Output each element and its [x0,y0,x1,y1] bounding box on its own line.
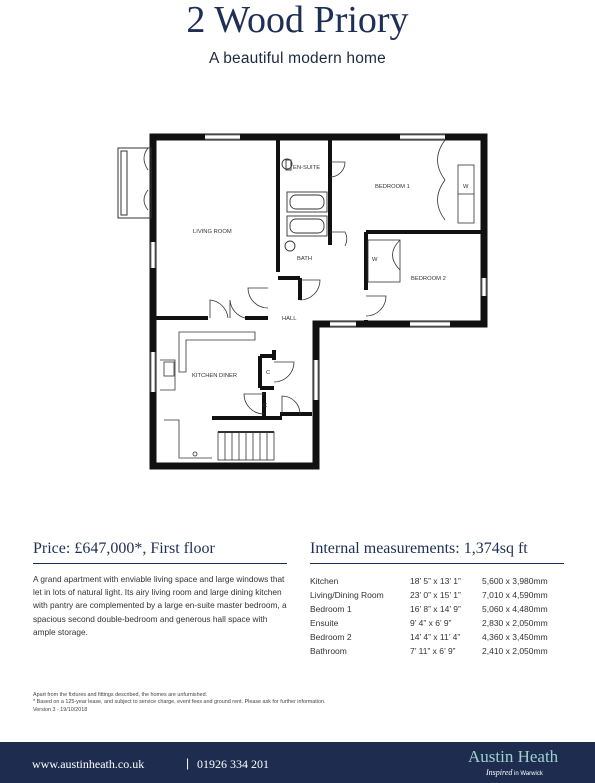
footer-separator: | [186,756,190,770]
room-label-hall: HALL [282,316,297,322]
room-label-en-suite: EN-SUITE [293,165,321,171]
measurement-imperial: 16’ 8” x 14’ 9” [410,604,461,614]
measurement-metric: 4,360 x 3,450mm [482,632,548,642]
measurements-heading: Internal measurements: 1,374sq ft [310,540,528,557]
measurement-imperial: 23’ 0” x 15’ 1” [410,590,461,600]
page-subtitle: A beautiful modern home [209,50,386,67]
measurement-row [310,574,548,588]
measurement-row [310,616,548,630]
measurement-metric: 2,410 x 2,050mm [482,646,548,656]
room-label-w2: W [372,257,378,263]
page-title: 2 Wood Priory [186,0,409,41]
measurements-rule [310,563,564,564]
measurement-room: Bathroom [310,646,347,656]
footer-bar [0,742,595,783]
brand-tagline [486,768,543,777]
measurement-row [310,644,548,658]
description-text: A grand apartment with enviable living space and large windows that let in lots of natural light. Its airy living room and large dining kitchen with pantry are complemented by a large en-suite master bedroom, a spacious second double-bedroom and generous hall space with ample storage. [33,574,287,637]
tagline-inspired: Inspired [486,768,513,777]
measurement-metric: 7,010 x 4,590mm [482,590,548,600]
tagline-place: in Warwick [514,771,543,777]
room-label-bath: BATH [297,256,313,262]
room-label-living-room: LIVING ROOM [193,229,232,235]
website-link[interactable]: www.austinheath.co.uk [32,757,145,771]
measurement-metric: 2,830 x 2,050mm [482,618,548,628]
room-label-bedroom-1: BEDROOM 1 [375,184,410,190]
measurement-row [310,588,548,602]
measurement-row [310,602,548,616]
room-label-bedroom-2: BEDROOM 2 [411,276,446,282]
room-label-c1: C [266,370,271,376]
measurement-room: Living/Dining Room [310,590,384,600]
footnote-lease: * Based on a 125-year lease, and subject to service charge, event fees and ground rent. Please ask for further information. [33,699,326,706]
measurement-room: Kitchen [310,576,339,586]
measurement-imperial: 7’ 11” x 6’ 9” [410,646,456,656]
price-rule [33,563,287,564]
measurement-imperial: 9’ 4” x 6’ 9” [410,618,452,628]
footnote-unfurnished: Apart from the fixtures and fittings described, the homes are unfurnished. [33,692,208,698]
measurements-table [310,574,548,658]
measurement-room: Ensuite [310,618,339,628]
measurement-row [310,630,548,644]
measurement-room: Bedroom 2 [310,632,352,642]
brand-logo: Austin Heath [468,747,559,766]
measurement-imperial: 18’ 5” x 13’ 1” [410,576,461,586]
footnotes [33,692,333,714]
measurement-metric: 5,060 x 4,480mm [482,604,548,614]
version-text: Version 3 - 19/10/2018 [33,706,88,713]
room-label-c2: C [263,403,268,409]
room-label-kitchen-diner: KITCHEN DINER [192,373,238,379]
phone-number[interactable]: 01926 334 201 [197,757,269,771]
measurement-metric: 5,600 x 3,980mm [482,576,548,586]
price-heading: Price: £647,000*, First floor [33,540,215,557]
room-label-w1: W [463,184,469,190]
measurement-room: Bedroom 1 [310,604,352,614]
measurement-imperial: 14’ 4” x 11’ 4” [410,632,461,642]
